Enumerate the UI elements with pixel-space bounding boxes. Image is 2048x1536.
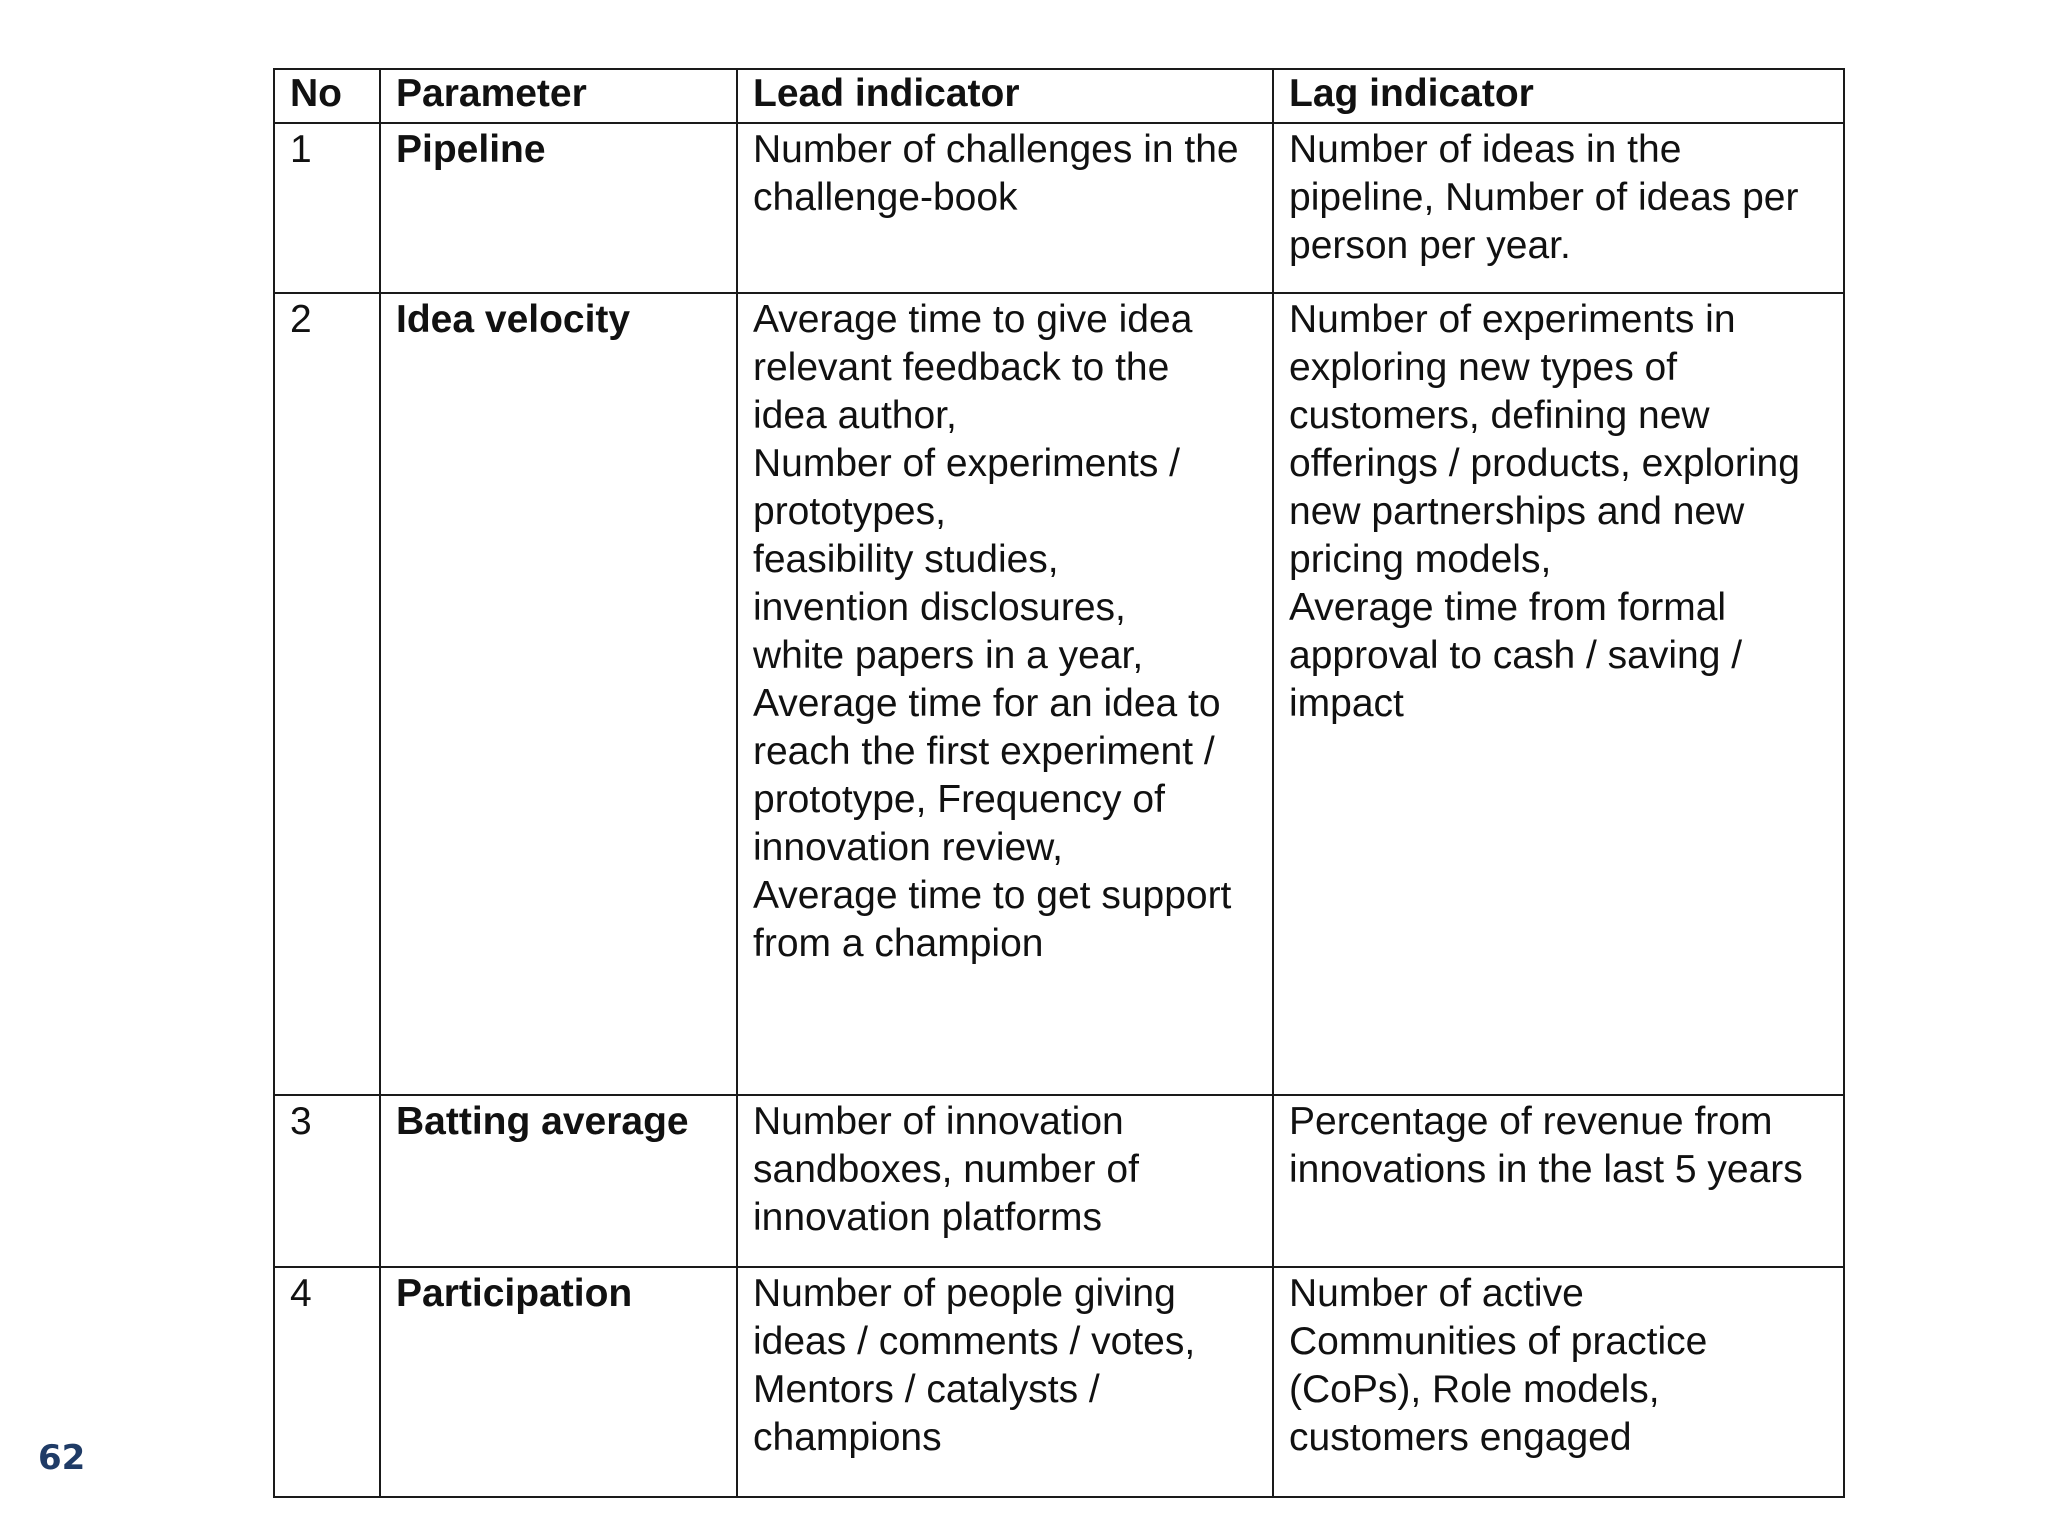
lag-indicator-cell	[1273, 293, 1844, 1095]
text-line: relevant feedback to the	[753, 346, 1170, 389]
text-line: idea author,	[753, 394, 957, 437]
text-line: pipeline, Number of ideas per	[1289, 176, 1799, 219]
text-line: pricing models,	[1289, 538, 1552, 581]
lead-indicator-cell	[737, 293, 1273, 1095]
lag-indicator-cell	[1273, 123, 1844, 293]
indicator-table	[273, 68, 1845, 1498]
text-line: reach the first experiment /	[753, 730, 1215, 773]
text-line: Number of experiments in	[1289, 298, 1736, 341]
text-line: impact	[1289, 682, 1404, 725]
text-line: new partnerships and new	[1289, 490, 1745, 533]
table-row	[274, 123, 1844, 293]
text-line: innovation platforms	[753, 1196, 1103, 1239]
header-no: No	[274, 69, 380, 123]
table-row	[274, 293, 1844, 1095]
table-row	[274, 1267, 1844, 1497]
text-line: feasibility studies,	[753, 538, 1059, 581]
row-number: 2	[274, 293, 380, 1095]
text-line: person per year.	[1289, 224, 1571, 267]
table-header-row	[274, 69, 1844, 123]
lead-indicator-cell	[737, 1267, 1273, 1497]
text-line: Number of innovation	[753, 1100, 1124, 1143]
text-line: champions	[753, 1416, 942, 1459]
text-line: exploring new types of	[1289, 346, 1678, 389]
text-line: Number of ideas in the	[1289, 128, 1682, 171]
text-line: innovation review,	[753, 826, 1064, 869]
text-line: prototypes,	[753, 490, 946, 533]
text-line: approval to cash / saving /	[1289, 634, 1743, 677]
table-row	[274, 1095, 1844, 1267]
lag-indicator-cell	[1273, 1095, 1844, 1267]
lag-indicator-cell	[1273, 1267, 1844, 1497]
text-line: Mentors / catalysts /	[753, 1368, 1100, 1411]
parameter-cell: Participation	[380, 1267, 737, 1497]
text-line: from a champion	[753, 922, 1044, 965]
header-lag-indicator: Lag indicator	[1273, 69, 1844, 123]
text-line: Average time to give idea	[753, 298, 1193, 341]
row-number: 4	[274, 1267, 380, 1497]
text-line: Number of experiments /	[753, 442, 1181, 485]
text-line: invention disclosures,	[753, 586, 1126, 629]
text-line: innovations in the last 5 years	[1289, 1148, 1803, 1191]
parameter-cell: Batting average	[380, 1095, 737, 1267]
text-line: customers, defining new	[1289, 394, 1710, 437]
text-line: Communities of practice	[1289, 1320, 1708, 1363]
text-line: Percentage of revenue from	[1289, 1100, 1773, 1143]
text-line: Number of active	[1289, 1272, 1584, 1315]
parameter-cell: Pipeline	[380, 123, 737, 293]
text-line: customers engaged	[1289, 1416, 1632, 1459]
row-number: 1	[274, 123, 380, 293]
text-line: prototype, Frequency of	[753, 778, 1165, 821]
text-line: white papers in a year,	[753, 634, 1144, 677]
text-line: Average time from formal	[1289, 586, 1727, 629]
text-line: Average time to get support	[753, 874, 1232, 917]
text-line: Number of challenges in the	[753, 128, 1239, 171]
lead-indicator-cell	[737, 123, 1273, 293]
header-lead-indicator: Lead indicator	[737, 69, 1273, 123]
text-line: offerings / products, exploring	[1289, 442, 1800, 485]
row-number: 3	[274, 1095, 380, 1267]
text-line: challenge-book	[753, 176, 1018, 219]
page-number: 62	[38, 1438, 86, 1478]
text-line: sandboxes, number of	[753, 1148, 1139, 1191]
text-line: ideas / comments / votes,	[753, 1320, 1196, 1363]
lead-indicator-cell	[737, 1095, 1273, 1267]
text-line: Average time for an idea to	[753, 682, 1221, 725]
parameter-cell: Idea velocity	[380, 293, 737, 1095]
text-line: (CoPs), Role models,	[1289, 1368, 1660, 1411]
header-parameter: Parameter	[380, 69, 737, 123]
text-line: Number of people giving	[753, 1272, 1176, 1315]
